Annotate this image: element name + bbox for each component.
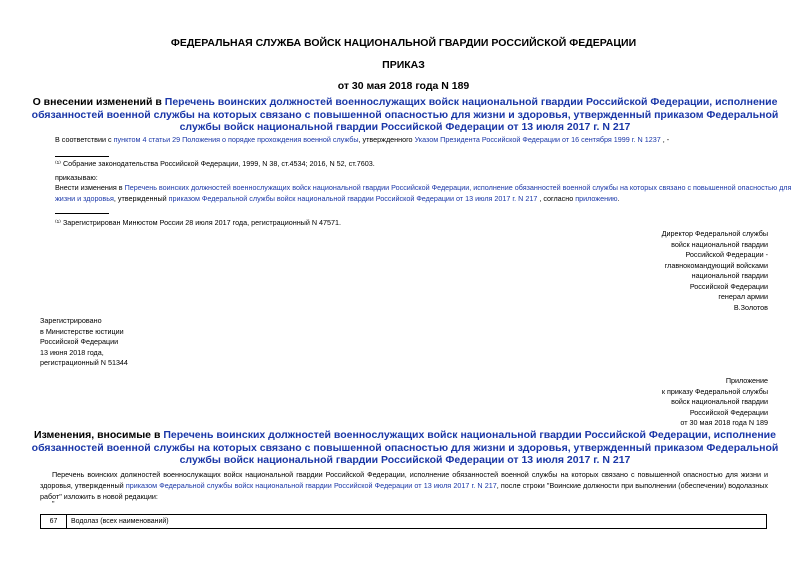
title-prefix: О внесении изменений в bbox=[32, 96, 165, 108]
footnote-1-text: Собрание законодательства Российской Федерации, 1999, N 38, ст.4534; 2016, N 52, ст.7603. bbox=[62, 159, 375, 168]
opening-quote: " bbox=[52, 501, 55, 508]
paragraph-1 bbox=[55, 182, 797, 204]
appendix-line: к приказу Федеральной службы bbox=[661, 386, 768, 396]
paragraph-2 bbox=[40, 470, 768, 502]
signature-line: Российской Федерации - bbox=[685, 250, 768, 259]
signature-line: войск национальной гвардии bbox=[671, 239, 768, 249]
footnote-2 bbox=[55, 217, 341, 228]
para1-link-list[interactable]: Перечень воинских должностей военнослужащих войск национальной гвардии Российской Федерации, исполнение обязанностей военной службы на которых связано с повышенной опасностью для жизни и здоровья bbox=[55, 183, 792, 203]
signature-name: В.Золотов bbox=[733, 302, 768, 312]
preamble-link-decree[interactable]: Указом Президента Российской Федерации от 16 сентября 1999 г. N 1237 bbox=[414, 135, 661, 144]
positions-table bbox=[40, 514, 767, 529]
signature-line: национальной гвардии bbox=[691, 271, 768, 280]
title-link[interactable]: Перечень воинских должностей военнослужащих войск национальной гвардии Российской Федерации, исполнение обязанностей военной службы на которых связано с повышенной опасностью для жизни и здоровья, утвержденный приказом Федеральной службы войск национальной гвардии Российской Федерации от 13 июля 2017 г. N 217 bbox=[31, 96, 779, 133]
para2-text-2: , после строки "Воинские должности при выполнении (обеспечении) водолазных работ" изложить в новой редакции: bbox=[40, 480, 768, 501]
para1-text-1: Внести изменения в bbox=[55, 183, 125, 192]
footnote-marker-icon: ⁽¹⁾ bbox=[55, 159, 61, 168]
footnote-divider bbox=[55, 213, 109, 214]
changes-title-prefix: Изменения, вносимые в bbox=[34, 429, 164, 441]
table-row bbox=[41, 515, 767, 529]
signature-line: Директор Федеральной службы bbox=[661, 229, 768, 238]
para1-text-3: , согласно bbox=[537, 194, 576, 203]
registration-line: Российской Федерации bbox=[40, 337, 119, 346]
preamble-text-3: , - bbox=[660, 135, 670, 144]
signature-line: главнокомандующий войсками bbox=[664, 260, 768, 270]
agency-heading: ФЕДЕРАЛЬНАЯ СЛУЖБА ВОЙСК НАЦИОНАЛЬНОЙ ГВАРДИИ РОССИЙСКОЙ ФЕДЕРАЦИИ bbox=[170, 37, 637, 49]
footnote-2-text: Зарегистрирован Минюстом России 28 июля 2017 года, регистрационный N 47571. bbox=[62, 218, 342, 227]
registration-line: в Министерстве юстиции bbox=[40, 326, 124, 336]
appendix-line: от 30 мая 2018 года N 189 bbox=[680, 418, 768, 427]
para2-link-order[interactable]: приказом Федеральной службы войск национальной гвардии Российской Федерации от 13 июля 2017 г. N 217 bbox=[125, 480, 497, 490]
preamble bbox=[55, 134, 795, 145]
changes-title-link[interactable]: Перечень воинских должностей военнослужащих войск национальной гвардии Российской Федерации, исполнение обязанностей военной службы на которых связано с повышенной опасностью для жизни и здоровья, утвержденный приказом Федеральной службы войск национальной гвардии Российской Федерации от 13 июля 2017 г. N 217 bbox=[31, 429, 779, 466]
footnote-1 bbox=[55, 158, 375, 169]
preamble-text-2: , утвержденного bbox=[358, 135, 415, 144]
footnote-marker-icon: ⁽¹⁾ bbox=[55, 218, 61, 227]
changes-title bbox=[30, 429, 780, 467]
order-title bbox=[30, 96, 780, 134]
document-type: ПРИКАЗ bbox=[382, 59, 425, 71]
para1-link-appendix[interactable]: приложению bbox=[575, 194, 618, 203]
preamble-link-regulation[interactable]: пунктом 4 статьи 29 Положения о порядке прохождения военной службы bbox=[113, 135, 359, 144]
registration-line: Зарегистрировано bbox=[40, 316, 102, 325]
signature-line: Российской Федерации bbox=[689, 281, 768, 291]
registration-line: 13 июня 2018 года, bbox=[40, 347, 104, 357]
para1-text-2: , утвержденный bbox=[113, 194, 169, 203]
registration-block bbox=[40, 316, 128, 369]
para1-text-4: . bbox=[617, 194, 620, 203]
appendix-line: Приложение bbox=[725, 376, 768, 385]
para2-text-1: Перечень воинских должностей военнослужащих войск национальной гвардии Российской Федерации, исполнение обязанностей военной службы на которых связано с повышенной опасностью для жизни и здоровья, утвержденный bbox=[40, 470, 768, 490]
signature-line: генерал армии bbox=[718, 292, 768, 301]
preamble-text-1: В соответствии с bbox=[55, 135, 114, 144]
table-cell-position: Водолаз (всех наименований) bbox=[67, 515, 767, 529]
appendix-reference bbox=[600, 376, 768, 429]
signature-block bbox=[600, 229, 768, 313]
appendix-line: войск национальной гвардии bbox=[671, 397, 768, 406]
footnote-divider bbox=[55, 156, 109, 157]
para1-link-order[interactable]: приказом Федеральной службы войск национальной гвардии Российской Федерации от 13 июля 2017 г. N 217 bbox=[168, 194, 538, 203]
registration-line: регистрационный N 51344 bbox=[40, 358, 128, 367]
order-date-number: от 30 мая 2018 года N 189 bbox=[337, 80, 470, 92]
appendix-line: Российской Федерации bbox=[689, 407, 768, 417]
decree-word: приказываю: bbox=[55, 173, 98, 182]
table-cell-number: 67 bbox=[41, 515, 67, 529]
